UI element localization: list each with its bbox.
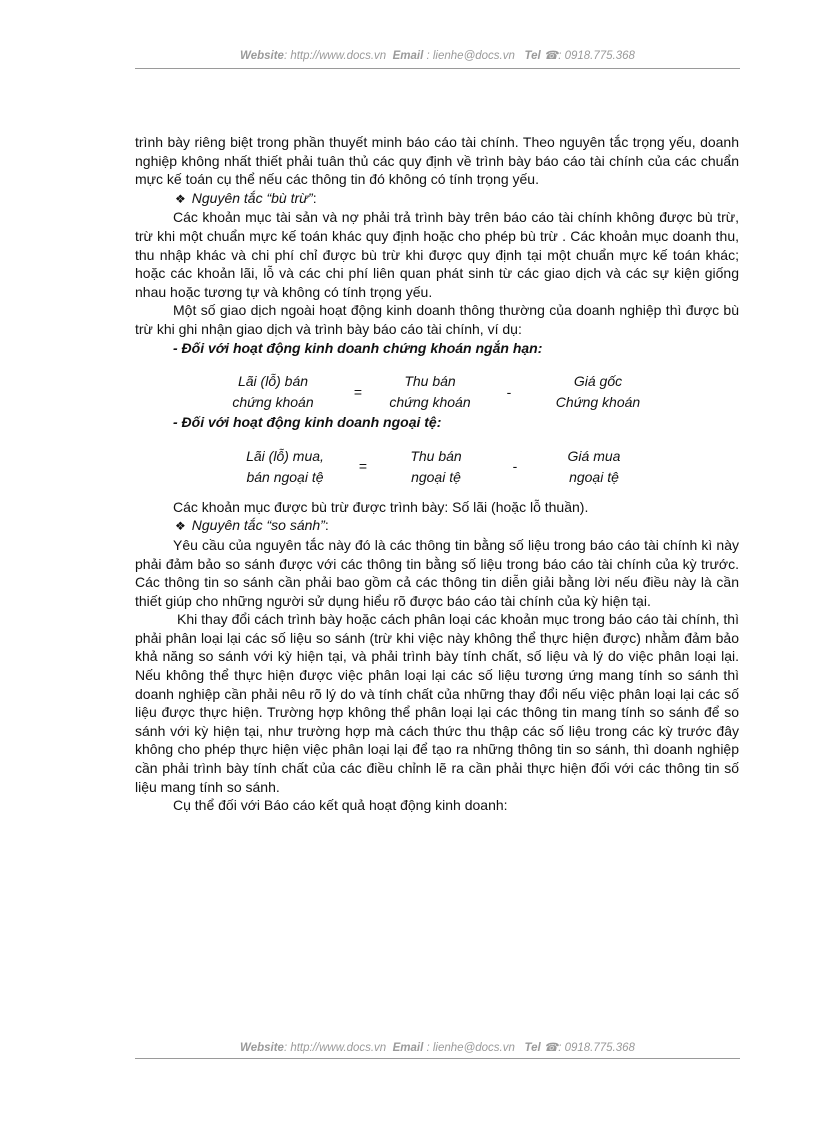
- formula-minus: -: [512, 458, 518, 475]
- section-heading-bu-tru: [135, 189, 739, 209]
- page-header: [135, 48, 740, 62]
- formula-term-line: Lãi (lỗ) mua,: [246, 447, 324, 464]
- formula-term-profit: [225, 446, 345, 488]
- section-heading-so-sanh: [135, 516, 739, 536]
- formula-term-revenue: [375, 371, 485, 413]
- formula-term-profit: [205, 371, 341, 413]
- footer-tel-label: Tel: [524, 1042, 541, 1054]
- header-email-value: : lienhe@docs.vn: [426, 50, 515, 62]
- header-email-label: Email: [392, 50, 424, 62]
- header-tel-label: Tel: [524, 50, 541, 62]
- formula-term-cost: [539, 446, 649, 488]
- phone-icon: ☎: [543, 1042, 559, 1054]
- formula-foreign-currency: [135, 446, 739, 488]
- formula-equals: =: [353, 383, 363, 400]
- footer-email-value: : lienhe@docs.vn: [426, 1042, 515, 1054]
- formula-term-line: Giá gốc: [573, 373, 623, 390]
- formula-minus: -: [506, 383, 512, 400]
- formula-term-line: Thu bán: [410, 447, 462, 464]
- paragraph-income-statement-intro: Cụ thể đối với Báo cáo kết quả hoạt động kinh doanh:: [173, 797, 508, 814]
- formula-term-revenue: [381, 446, 491, 488]
- phone-icon: ☎: [543, 50, 559, 62]
- footer-email-label: Email: [392, 1042, 424, 1054]
- footer-website-label: Website: [240, 1042, 284, 1054]
- heading-text: Nguyên tắc “so sánh”: [191, 517, 325, 534]
- formula-term-line: Thu bán: [404, 373, 456, 390]
- heading-text: Nguyên tắc “bù trừ”: [191, 189, 313, 206]
- paragraph-trong-yeu-continued: trình bày riêng biệt trong phần thuyết minh báo cáo tài chính. Theo nguyên tắc trọng yếu, doanh nghiệp không nhất thiết phải tuân thủ các quy định về trình bày báo cáo tài chính của các chuẩn mực kế toán cụ thể nếu các thông tin đó không có tính trọng yếu.: [135, 134, 739, 188]
- diamond-bullet-icon: ❖: [175, 519, 186, 534]
- header-website-value: : http://www.docs.vn: [283, 50, 387, 62]
- formula-term-cost: [533, 371, 663, 413]
- formula-term-line: Giá mua: [567, 447, 621, 464]
- formula-term-line: chứng khoán: [389, 394, 471, 411]
- header-divider: [135, 68, 740, 69]
- document-body: [135, 133, 739, 815]
- paragraph-bu-tru-examples: Một số giao dịch ngoài hoạt động kinh doanh thông thường của doanh nghiệp thì được bù trừ khi ghi nhận giao dịch và trình bày báo cáo tài chính, ví dụ:: [135, 302, 739, 337]
- diamond-bullet-icon: ❖: [175, 191, 186, 206]
- header-tel-value: : 0918.775.368: [558, 50, 635, 62]
- footer-website-value: : http://www.docs.vn: [283, 1042, 387, 1054]
- formula-term-line: chứng khoán: [232, 394, 314, 411]
- footer-divider: [135, 1058, 740, 1059]
- header-website-label: Website: [240, 50, 284, 62]
- formula-term-line: ngoại tệ: [569, 468, 619, 485]
- formula-securities: [135, 371, 739, 413]
- formula-term-line: bán ngoại tệ: [246, 468, 324, 485]
- paragraph-bu-tru-rule: Các khoản mục tài sản và nợ phải trả trình bày trên báo cáo tài chính không được bù trừ, trừ khi một chuẩn mực kế toán khác quy định hoặc cho phép bù trừ . Các khoản mục doanh thu, thu nhập khác và chi phí chỉ được bù trừ khi được quy định tại một chuẩn mực kế toán khác; hoặc các khoản lãi, lỗ và các chi phí liên quan phát sinh từ các giao dịch và các sự kiện giống nhau hoặc tương tự và không có tính trọng yếu.: [135, 209, 739, 300]
- paragraph-so-sanh-requirement: Yêu cầu của nguyên tắc này đó là các thông tin bằng số liệu trong báo cáo tài chính kì này phải đảm bảo so sánh được với các thông tin bằng số liệu trong báo cáo tài chính của kỳ trước. Các thông tin so sánh cần phải bao gồm cả các thông tin diễn giải bằng lời nếu điều này là cần thiết giúp cho những người sử dụng hiểu rõ được báo cáo tài chính của kỳ hiện tại.: [135, 536, 739, 609]
- heading-colon: :: [324, 517, 329, 534]
- formula-equals: =: [358, 458, 368, 475]
- footer-tel-value: : 0918.775.368: [558, 1042, 635, 1054]
- paragraph-net-presentation: Các khoản mục được bù trừ được trình bày: Số lãi (hoặc lỗ thuần).: [173, 498, 589, 515]
- formula-term-line: Lãi (lỗ) bán: [237, 373, 309, 390]
- page-footer: [135, 1040, 740, 1054]
- heading-colon: :: [312, 189, 317, 206]
- paragraph-reclassification: Khi thay đổi cách trình bày hoặc cách phân loại các khoản mục trong báo cáo tài chính, thì phải phân loại lại các số liệu so sánh (trừ khi việc này không thể thực hiện được) nhằm đảm bảo khả năng so sánh với kỳ hiện tại, và phải trình bày tính chất, số liệu và lý do việc phân loại lại. Nếu không thể thực hiện được việc phân loại lại các số liệu tương ứng mang tính so sánh thì doanh nghiệp cần phải nêu rõ lý do và tính chất của những thay đổi nếu việc phân loại lại các số liệu được thực hiện. Trường hợp không thể phân loại lại các thông tin mang tính so sánh để so sánh với kỳ hiện tại, như trường hợp mà cách thức thu thập các số liệu trong các kỳ trước đây không cho phép thực hiện việc phân loại lại để tạo ra những thông tin so sánh, thì doanh nghiệp cần phải trình bày tính chất của các điều chỉnh lẽ ra cần phải thực hiện đối với các thông tin số liệu mang tính so sánh.: [135, 611, 739, 795]
- formula-term-line: Chứng khoán: [555, 394, 641, 411]
- subheading-securities: - Đối với hoạt động kinh doanh chứng khoán ngắn hạn:: [173, 339, 543, 356]
- formula-term-line: ngoại tệ: [411, 468, 461, 485]
- subheading-foreign-currency: - Đối với hoạt động kinh doanh ngoại tệ:: [173, 414, 442, 431]
